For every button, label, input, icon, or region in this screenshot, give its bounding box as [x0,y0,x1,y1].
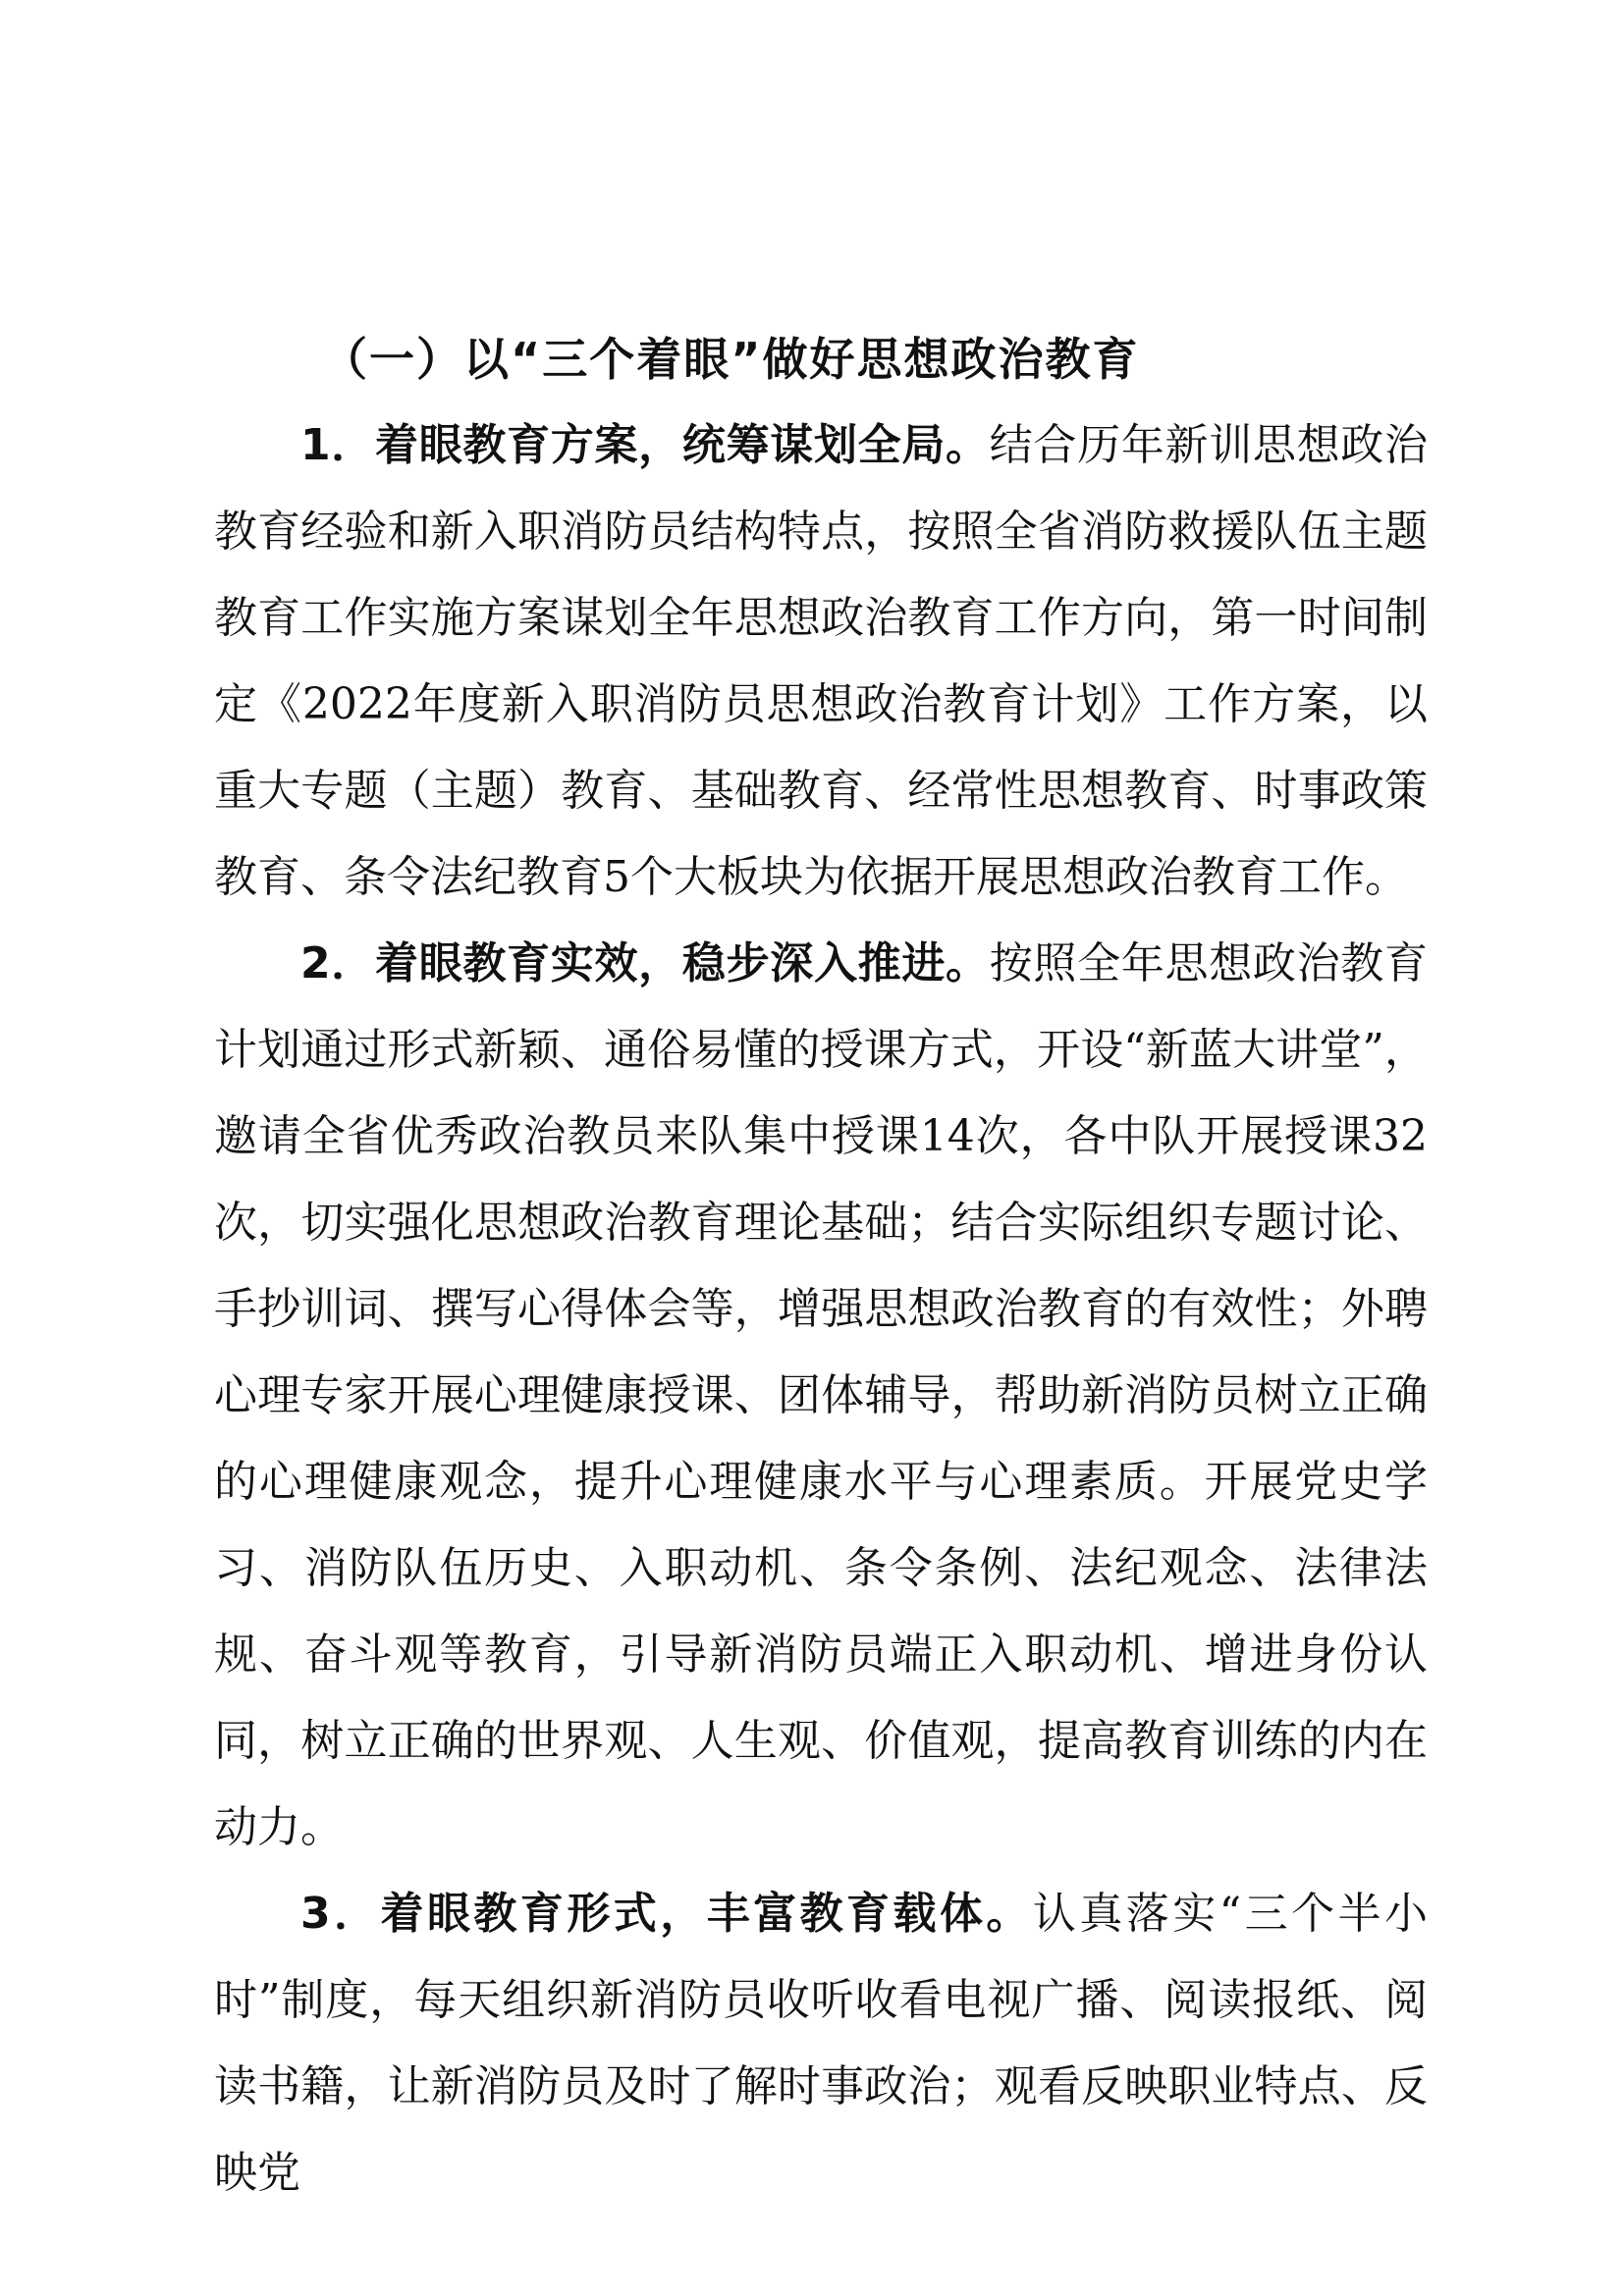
paragraph-1-lead: 1．着眼教育方案，统筹谋划全局。 [300,420,990,470]
paragraph-1 [214,402,1428,921]
paragraph-3-lead: 3．着眼教育形式，丰富教育载体。 [300,1889,1033,1939]
document-body [214,316,1428,2216]
paragraph-2 [214,921,1428,1871]
paragraph-3 [214,1871,1428,2216]
paragraph-1-body: 结合历年新训思想政治教育经验和新入职消防员结构特点，按照全省消防救援队伍主题教育工作实施方案谋划全年思想政治教育工作方向，第一时间制定《2022年度新入职消防员思想政治教育计划》工作方案，以重大专题（主题）教育、基础教育、经常性思想教育、时事政策教育、条令法纪教育5个大板块为依据开展思想政治教育工作。 [214,420,1428,902]
section-heading: （一）以“三个着眼”做好思想政治教育 [322,333,1140,386]
paragraph-3-body: 认真落实“三个半小时”制度，每天组织新消防员收听收看电视广播、阅读报纸、阅读书籍，让新消防员及时了解时事政治；观看反映职业特点、反映党 [214,1889,1428,2198]
paragraph-2-body: 按照全年思想政治教育计划通过形式新颖、通俗易懂的授课方式，开设“新蓝大讲堂”，邀请全省优秀政治教员来队集中授课14次，各中队开展授课32次，切实强化思想政治教育理论基础；结合实际组织专题讨论、手抄训词、撰写心得体会等，增强思想政治教育的有效性；外聘心理专家开展心理健康授课、团体辅导，帮助新消防员树立正确的心理健康观念，提升心理健康水平与心理素质。开展党史学习、消防队伍历史、入职动机、条令条例、法纪观念、法律法规、奋斗观等教育，引导新消防员端正入职动机、增进身份认同，树立正确的世界观、人生观、价值观，提高教育训练的内在动力。 [214,938,1428,1852]
paragraph-2-lead: 2．着眼教育实效，稳步深入推进。 [300,938,990,988]
